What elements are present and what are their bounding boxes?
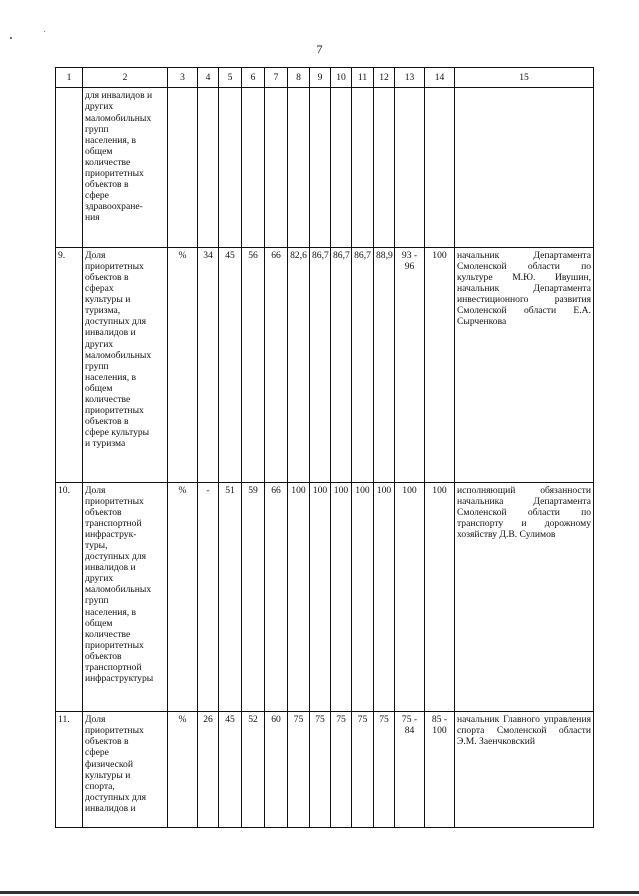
header-cell: 9 bbox=[310, 68, 331, 88]
value-cell: 75 bbox=[310, 712, 331, 828]
value-cell: 60 bbox=[265, 712, 288, 828]
header-cell: 13 bbox=[395, 68, 425, 88]
value-cell: 100 bbox=[374, 482, 395, 712]
indicator-cell: Доля приоритетных объектов в сфере физической культуры и спорта, доступных для инвалидов и bbox=[83, 712, 168, 828]
responsible-cell: исполняющий обязанности начальника Департамента Смоленской области по транспорту и дорожному хозяйству Д.В. Сулимов bbox=[455, 482, 594, 712]
value-cell: 86,7 bbox=[310, 247, 331, 482]
row-number: 10. bbox=[56, 482, 83, 712]
header-cell: 5 bbox=[219, 68, 242, 88]
table-row bbox=[56, 247, 594, 482]
value-cell: 100 bbox=[425, 247, 455, 482]
table-row bbox=[56, 482, 594, 712]
value-cell bbox=[198, 88, 219, 248]
page-bottom-edge bbox=[0, 891, 639, 894]
value-cell: 75 bbox=[288, 712, 310, 828]
value-cell: 86,7 bbox=[331, 247, 352, 482]
value-cell bbox=[425, 88, 455, 248]
value-cell bbox=[219, 88, 242, 248]
value-cell bbox=[374, 88, 395, 248]
value-cell: 34 bbox=[198, 247, 219, 482]
indicator-cell: Доля приоритетных объектов транспортной инфраструк- туры, доступных для инвалидов и других маломобильных групп населения, в общем количестве приоритетных объектов транспортной инфраструктуры bbox=[83, 482, 168, 712]
unit-cell: % bbox=[168, 712, 198, 828]
value-cell: 100 bbox=[288, 482, 310, 712]
scan-speck bbox=[10, 37, 12, 39]
header-cell: 11 bbox=[352, 68, 374, 88]
value-cell bbox=[331, 88, 352, 248]
header-cell: 15 bbox=[455, 68, 594, 88]
indicators-table bbox=[55, 67, 594, 828]
indicator-cell: для инвалидов и других маломобильных групп населения, в общем количестве приоритетных объектов в сфере здравоохране- ния bbox=[83, 88, 168, 248]
value-cell: 93 - 96 bbox=[395, 247, 425, 482]
value-cell: 75 bbox=[352, 712, 374, 828]
header-cell: 3 bbox=[168, 68, 198, 88]
value-cell bbox=[395, 88, 425, 248]
header-cell: 4 bbox=[198, 68, 219, 88]
value-cell: 88,9 bbox=[374, 247, 395, 482]
responsible-cell: начальник Главного управления спорта Смоленской области Э.М. Заенчковский bbox=[455, 712, 594, 828]
unit-cell: % bbox=[168, 247, 198, 482]
value-cell bbox=[352, 88, 374, 248]
header-cell: 10 bbox=[331, 68, 352, 88]
value-cell: 82,6 bbox=[288, 247, 310, 482]
table-row bbox=[56, 88, 594, 248]
value-cell: 26 bbox=[198, 712, 219, 828]
value-cell: 66 bbox=[265, 482, 288, 712]
header-cell: 2 bbox=[83, 68, 168, 88]
value-cell: 100 bbox=[425, 482, 455, 712]
header-row bbox=[56, 68, 594, 88]
table-row bbox=[56, 712, 594, 828]
value-cell: 100 bbox=[331, 482, 352, 712]
row-number: 9. bbox=[56, 247, 83, 482]
value-cell: 66 bbox=[265, 247, 288, 482]
value-cell: 59 bbox=[242, 482, 265, 712]
value-cell: 75 bbox=[331, 712, 352, 828]
value-cell: 75 bbox=[374, 712, 395, 828]
row-number bbox=[56, 88, 83, 248]
value-cell: 51 bbox=[219, 482, 242, 712]
value-cell: 100 bbox=[352, 482, 374, 712]
scan-speck bbox=[44, 31, 45, 32]
header-cell: 1 bbox=[56, 68, 83, 88]
unit-cell: % bbox=[168, 482, 198, 712]
value-cell: 56 bbox=[242, 247, 265, 482]
value-cell bbox=[288, 88, 310, 248]
value-cell bbox=[242, 88, 265, 248]
page-number: 7 bbox=[316, 42, 323, 56]
value-cell: 75 - 84 bbox=[395, 712, 425, 828]
value-cell: 100 bbox=[395, 482, 425, 712]
value-cell: 52 bbox=[242, 712, 265, 828]
header-cell: 7 bbox=[265, 68, 288, 88]
value-cell: - bbox=[198, 482, 219, 712]
value-cell bbox=[310, 88, 331, 248]
indicator-cell: Доля приоритетных объектов в сферах культуры и туризма, доступных для инвалидов и других маломобильных групп населения, в общем количестве приоритетных объектов в сфере культуры и туризма bbox=[83, 247, 168, 482]
responsible-cell: начальник Департамента Смоленской области по культуре М.Ю. Ивушин, начальник Департамента инвестиционного развития Смоленской области Е.А. Сырченкова bbox=[455, 247, 594, 482]
responsible-cell bbox=[455, 88, 594, 248]
row-number: 11. bbox=[56, 712, 83, 828]
value-cell: 45 bbox=[219, 712, 242, 828]
header-cell: 6 bbox=[242, 68, 265, 88]
value-cell: 100 bbox=[310, 482, 331, 712]
header-cell: 14 bbox=[425, 68, 455, 88]
value-cell: 45 bbox=[219, 247, 242, 482]
value-cell: 85 - 100 bbox=[425, 712, 455, 828]
header-cell: 8 bbox=[288, 68, 310, 88]
value-cell: 86,7 bbox=[352, 247, 374, 482]
header-cell: 12 bbox=[374, 68, 395, 88]
unit-cell bbox=[168, 88, 198, 248]
value-cell bbox=[265, 88, 288, 248]
